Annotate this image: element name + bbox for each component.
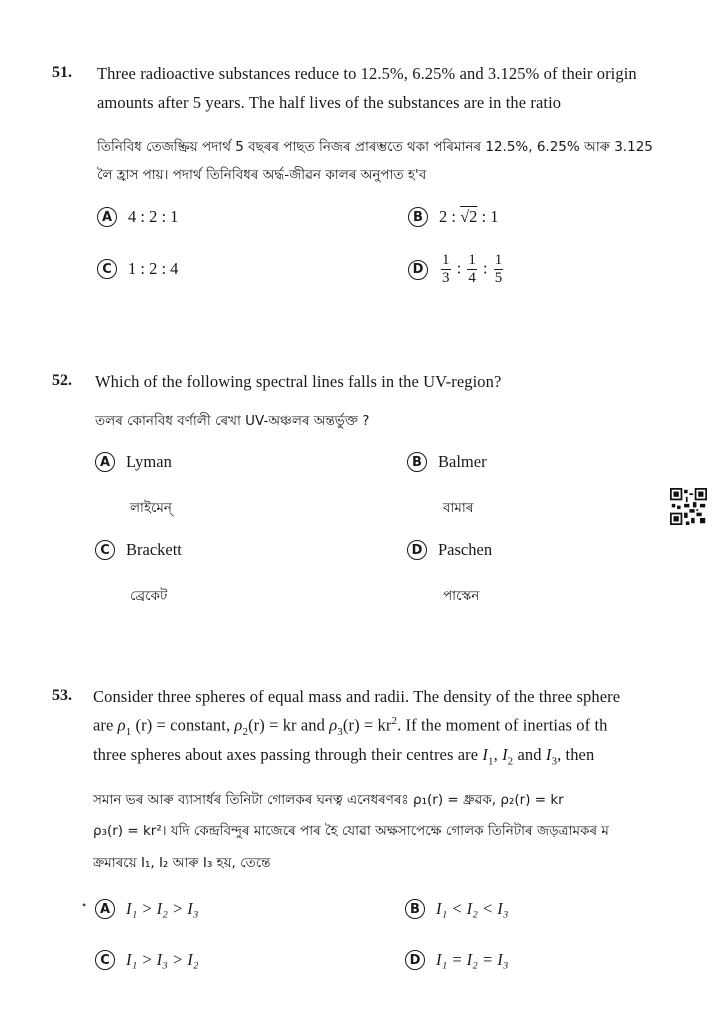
- ratio-sep: :: [456, 258, 462, 278]
- question-53-text-as-line3: ক্ৰমাৰয়ে I₁, I₂ আৰু I₃ হয়, তেন্তে: [93, 855, 271, 871]
- option-letter-c: C: [97, 259, 117, 279]
- fraction-1-5: [494, 252, 504, 287]
- q53-option-c[interactable]: [95, 950, 198, 970]
- question-53-text-as-line1: সমান ভৰ আৰু ব্যাসাৰ্ধৰ তিনিটা গোলকৰ ঘনত্ব এনেধৰণৰঃ ρ₁(r) = ধ্ৰুৱক, ρ₂(r) = kr: [93, 792, 564, 808]
- question-51-number: 51.: [52, 64, 72, 81]
- frac-den: 3: [442, 270, 450, 286]
- q53-option-d[interactable]: [405, 950, 508, 970]
- inertia-symbol: I: [502, 745, 508, 764]
- q52-option-a-text-as: লাইমেন্: [130, 500, 172, 516]
- question-52-text-as: তলৰ কোনবিধ বৰ্ণালী ৰেখা UV-অঞ্চলৰ অন্তৰ্ভুক্ত ?: [95, 413, 370, 429]
- question-53-text-en-line1: Consider three spheres of equal mass and radii. The density of the three sphere: [93, 687, 621, 706]
- text-run: (r) = constant,: [131, 715, 235, 735]
- q51-option-b-root: √2: [460, 207, 478, 226]
- q51-option-d-text: [439, 252, 505, 287]
- q51-option-b-post: : 1: [477, 207, 499, 226]
- subscript: 1: [488, 755, 494, 768]
- q51-option-c-text: 1 : 2 : 4: [128, 259, 179, 278]
- subscript: 1: [125, 725, 132, 738]
- option-letter-b: B: [405, 899, 425, 919]
- q52-option-b-text: Balmer: [438, 452, 487, 471]
- question-52-text-en: Which of the following spectral lines falls in the UV-region?: [95, 372, 502, 391]
- option-letter-b: B: [408, 207, 428, 227]
- stray-mark: •: [82, 898, 87, 912]
- frac-den: 4: [468, 270, 476, 286]
- rho-symbol: ρ: [117, 715, 126, 735]
- frac-den: 5: [494, 270, 503, 286]
- q52-option-b[interactable]: [407, 452, 487, 472]
- fraction-1-4: [467, 252, 477, 287]
- q52-option-d[interactable]: [407, 540, 492, 560]
- q52-option-a-text: Lyman: [126, 452, 172, 471]
- subscript: 2: [242, 725, 249, 738]
- text-run: . If the moment of inertias of th: [397, 715, 608, 735]
- q53-option-a-text: I₁ > I₂ > I₃: [126, 899, 199, 918]
- question-53-text-en-line3: three spheres about axes passing through their centres are $I_1$, $I_2$ and $I_3$, then: [93, 745, 595, 768]
- q51-option-b-pre: 2 :: [439, 207, 461, 226]
- option-letter-c: C: [95, 540, 115, 560]
- rho-symbol: ρ: [234, 715, 243, 735]
- q52-option-d-text-as: পাস্কেন: [443, 588, 480, 604]
- option-letter-d: D: [405, 950, 425, 970]
- inertia-symbol: I: [545, 745, 552, 764]
- question-53-number: 53.: [52, 687, 72, 704]
- option-letter-a: A: [97, 207, 117, 227]
- option-letter-b: B: [407, 452, 427, 472]
- question-53-text-as-line2: ρ₃(r) = kr²। যদি কেন্দ্ৰবিন্দুৰ মাজেৰে পাৰ হৈ যোৱা অক্ষসাপেক্ষে গোলক তিনিটাৰ জড়ত্ৰামকৰ ম: [93, 823, 609, 839]
- subscript: 3: [337, 725, 343, 738]
- q51-option-b-text: [439, 207, 499, 227]
- superscript: 2: [391, 715, 398, 727]
- text-run: three spheres about axes passing through their centres are: [93, 745, 483, 764]
- q51-option-a-text: 4 : 2 : 1: [128, 207, 179, 226]
- q53-option-d-text: I₁ = I₂ = I₃: [436, 950, 509, 969]
- subscript: 3: [551, 755, 558, 768]
- q52-option-b-text-as: বামাৰ: [443, 500, 474, 516]
- option-letter-d: D: [408, 260, 428, 280]
- option-letter-c: C: [95, 950, 115, 970]
- q51-option-a[interactable]: [97, 207, 178, 227]
- question-51-text-as-line1: তিনিবিধ তেজষ্ক্ৰিয় পদাৰ্থ 5 বছৰৰ পাছত নিজৰ প্ৰাৰম্ভতে থকা পৰিমানৰ 12.5%, 6.25% আৰু 3.125: [97, 139, 653, 155]
- fraction-1-3: [441, 252, 451, 287]
- frac-num: 1: [442, 252, 450, 268]
- q53-option-b-text: I₁ < I₂ < I₃: [436, 899, 509, 918]
- option-letter-d: D: [407, 540, 427, 560]
- subscript: 2: [507, 755, 514, 768]
- frac-num: 1: [494, 252, 503, 268]
- q53-option-b[interactable]: [405, 899, 508, 919]
- question-53-text-en-line2: [93, 715, 608, 738]
- ratio-sep: :: [482, 258, 488, 278]
- text-run: , then: [557, 745, 595, 764]
- question-51-text-en-line2: amounts after 5 years. The half lives of the substances are in the ratio: [97, 93, 562, 112]
- q53-option-c-text: I₁ > I₃ > I₂: [126, 950, 199, 969]
- question-52-number: 52.: [52, 372, 72, 389]
- frac-num: 1: [468, 252, 476, 268]
- q52-option-a[interactable]: [95, 452, 172, 472]
- q52-option-c-text: Brackett: [126, 540, 182, 559]
- q51-option-c[interactable]: [97, 259, 178, 279]
- text-run: are: [93, 715, 118, 735]
- question-51-text-as-line2: লৈ হ্ৰাস পায়। পদাৰ্থ তিনিবিধৰ অৰ্দ্ধ-জীৱন কালৰ অনুপাত হ'ব: [97, 167, 427, 183]
- qr-code-icon: [670, 488, 707, 525]
- q52-option-d-text: Paschen: [438, 540, 493, 559]
- text-run: (r) = kr and: [248, 715, 330, 735]
- text-run: (r) = kr: [342, 715, 392, 735]
- rho-symbol: ρ: [329, 715, 338, 735]
- q51-option-d[interactable]: [408, 252, 505, 287]
- option-letter-a: A: [95, 452, 115, 472]
- q51-option-b[interactable]: [408, 207, 499, 227]
- question-51-text-en-line1: Three radioactive substances reduce to 12.5%, 6.25% and 3.125% of their origin: [97, 64, 637, 83]
- option-letter-a: A: [95, 899, 115, 919]
- q52-option-c-text-as: ব্ৰেকেট: [130, 588, 168, 604]
- q52-option-c[interactable]: [95, 540, 182, 560]
- q53-option-a[interactable]: [95, 899, 198, 919]
- inertia-symbol: I: [482, 745, 488, 764]
